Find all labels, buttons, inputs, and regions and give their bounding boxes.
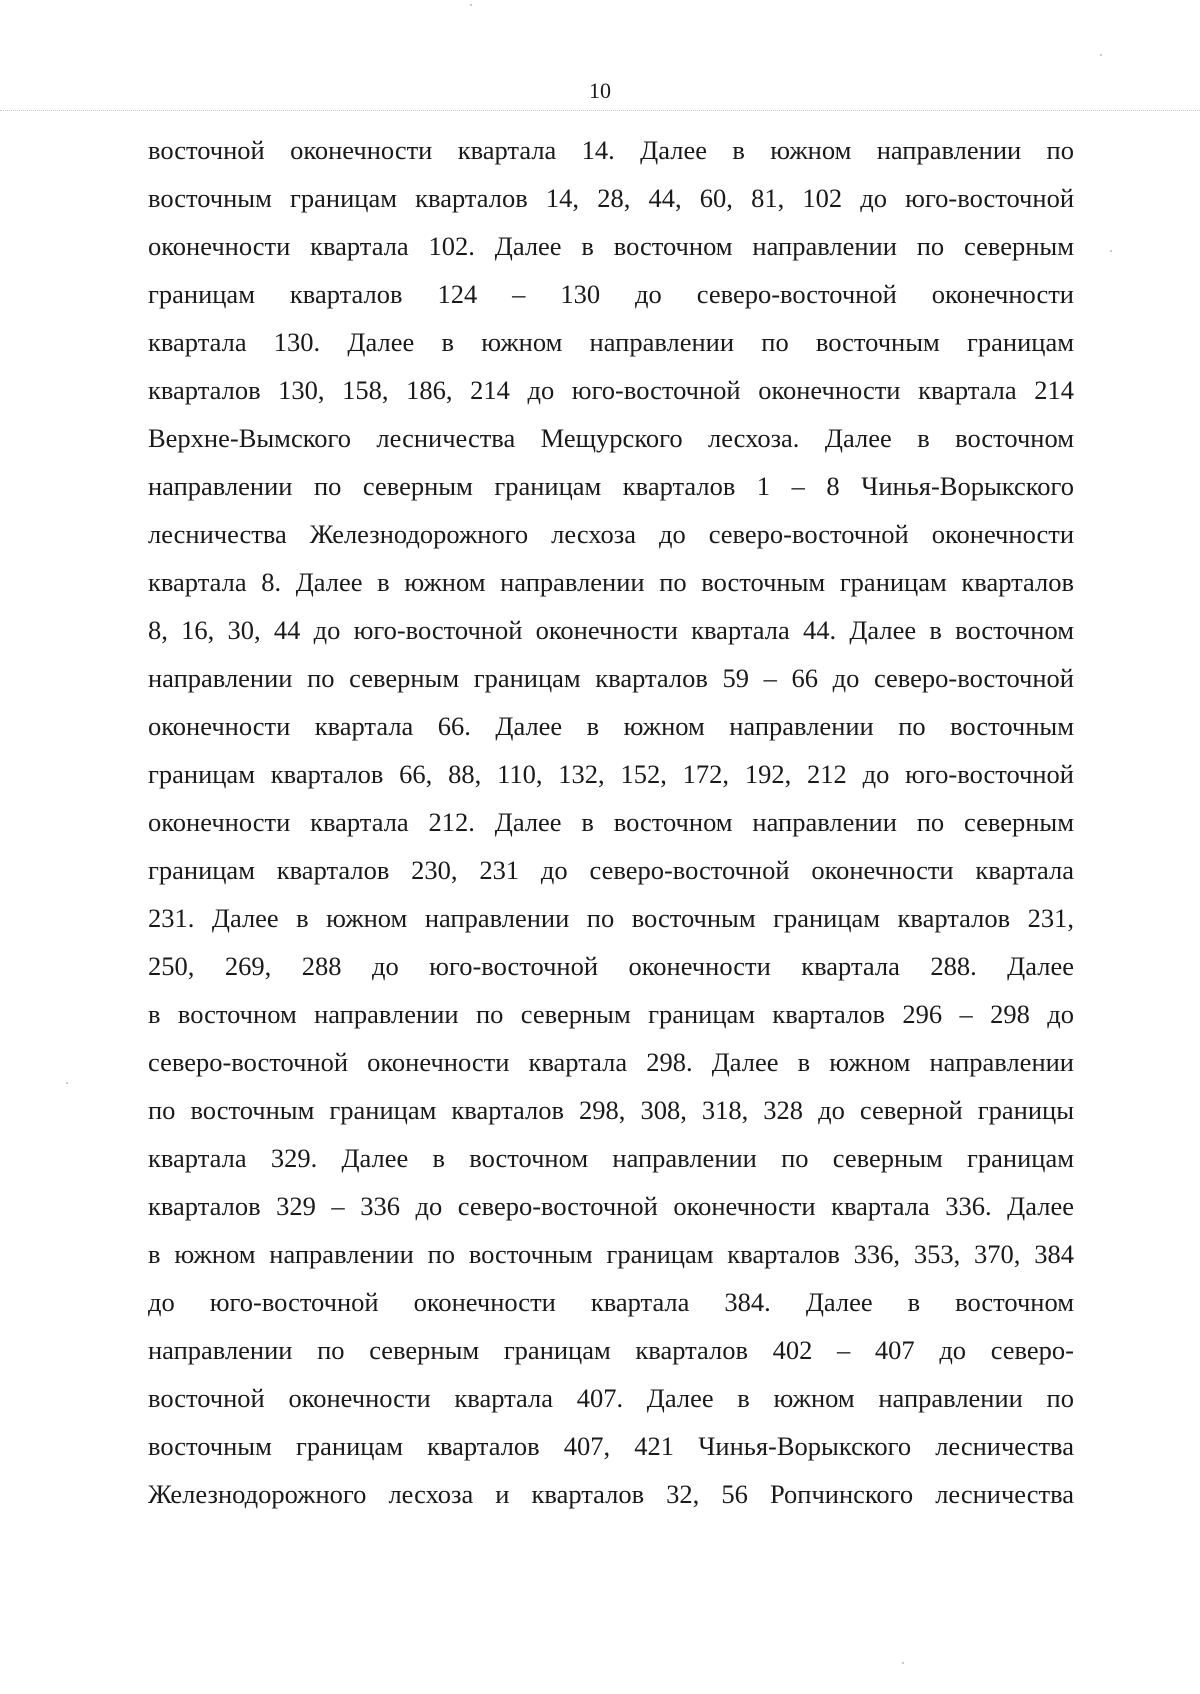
text-line: квартала 8. Далее в южном направлении по восточным границам кварталов	[148, 567, 1074, 597]
text-line: кварталов 329 – 336 до северо-восточной оконечности квартала 336. Далее	[148, 1191, 1074, 1221]
scan-speck	[66, 1082, 68, 1084]
scan-speck	[1100, 54, 1102, 56]
text-line: оконечности квартала 212. Далее в восточном направлении по северным	[148, 807, 1074, 837]
text-line: Железнодорожного лесхоза и кварталов 32, 56 Ропчинского лесничества	[148, 1479, 1074, 1509]
scan-speck	[902, 1662, 904, 1664]
text-line: Верхне-Вымского лесничества Мещурского лесхоза. Далее в восточном	[148, 423, 1074, 453]
text-line: 250, 269, 288 до юго-восточной оконечности квартала 288. Далее	[148, 951, 1074, 981]
text-line: границам кварталов 66, 88, 110, 132, 152, 172, 192, 212 до юго-восточной	[148, 759, 1074, 789]
text-line: границам кварталов 124 – 130 до северо-восточной оконечности	[148, 279, 1074, 309]
text-line: восточной оконечности квартала 14. Далее в южном направлении по	[148, 135, 1074, 165]
scan-speck	[470, 4, 472, 6]
text-line: северо-восточной оконечности квартала 298. Далее в южном направлении	[148, 1047, 1074, 1077]
text-line: границам кварталов 230, 231 до северо-восточной оконечности квартала	[148, 855, 1074, 885]
text-line: 231. Далее в южном направлении по восточным границам кварталов 231,	[148, 903, 1074, 933]
text-line: восточным границам кварталов 14, 28, 44, 60, 81, 102 до юго-восточной	[148, 183, 1074, 213]
text-line: квартала 329. Далее в восточном направлении по северным границам	[148, 1143, 1074, 1173]
text-line: в восточном направлении по северным границам кварталов 296 – 298 до	[148, 999, 1074, 1029]
text-line: оконечности квартала 66. Далее в южном направлении по восточным	[148, 711, 1074, 741]
text-line: направлении по северным границам кварталов 1 – 8 Чинья-Ворыкского	[148, 471, 1074, 501]
scan-speck	[1110, 250, 1112, 252]
text-line: направлении по северным границам кварталов 402 – 407 до северо-	[148, 1335, 1074, 1365]
scan-rule	[0, 110, 1200, 111]
text-line: в южном направлении по восточным границам кварталов 336, 353, 370, 384	[148, 1239, 1074, 1269]
text-line: квартала 130. Далее в южном направлении по восточным границам	[148, 327, 1074, 357]
page-number: 10	[589, 78, 611, 103]
text-line: направлении по северным границам кварталов 59 – 66 до северо-восточной	[148, 663, 1074, 693]
text-line: до юго-восточной оконечности квартала 384. Далее в восточном	[148, 1287, 1074, 1317]
body-text	[148, 126, 1074, 1518]
text-line: восточным границам кварталов 407, 421 Чинья-Ворыкского лесничества	[148, 1431, 1074, 1461]
text-line: лесничества Железнодорожного лесхоза до северо-восточной оконечности	[148, 519, 1074, 549]
text-line: кварталов 130, 158, 186, 214 до юго-восточной оконечности квартала 214	[148, 375, 1074, 405]
text-line: по восточным границам кварталов 298, 308, 318, 328 до северной границы	[148, 1095, 1074, 1125]
text-line: восточной оконечности квартала 407. Далее в южном направлении по	[148, 1383, 1074, 1413]
text-line: оконечности квартала 102. Далее в восточном направлении по северным	[148, 231, 1074, 261]
text-line: 8, 16, 30, 44 до юго-восточной оконечности квартала 44. Далее в восточном	[148, 615, 1074, 645]
